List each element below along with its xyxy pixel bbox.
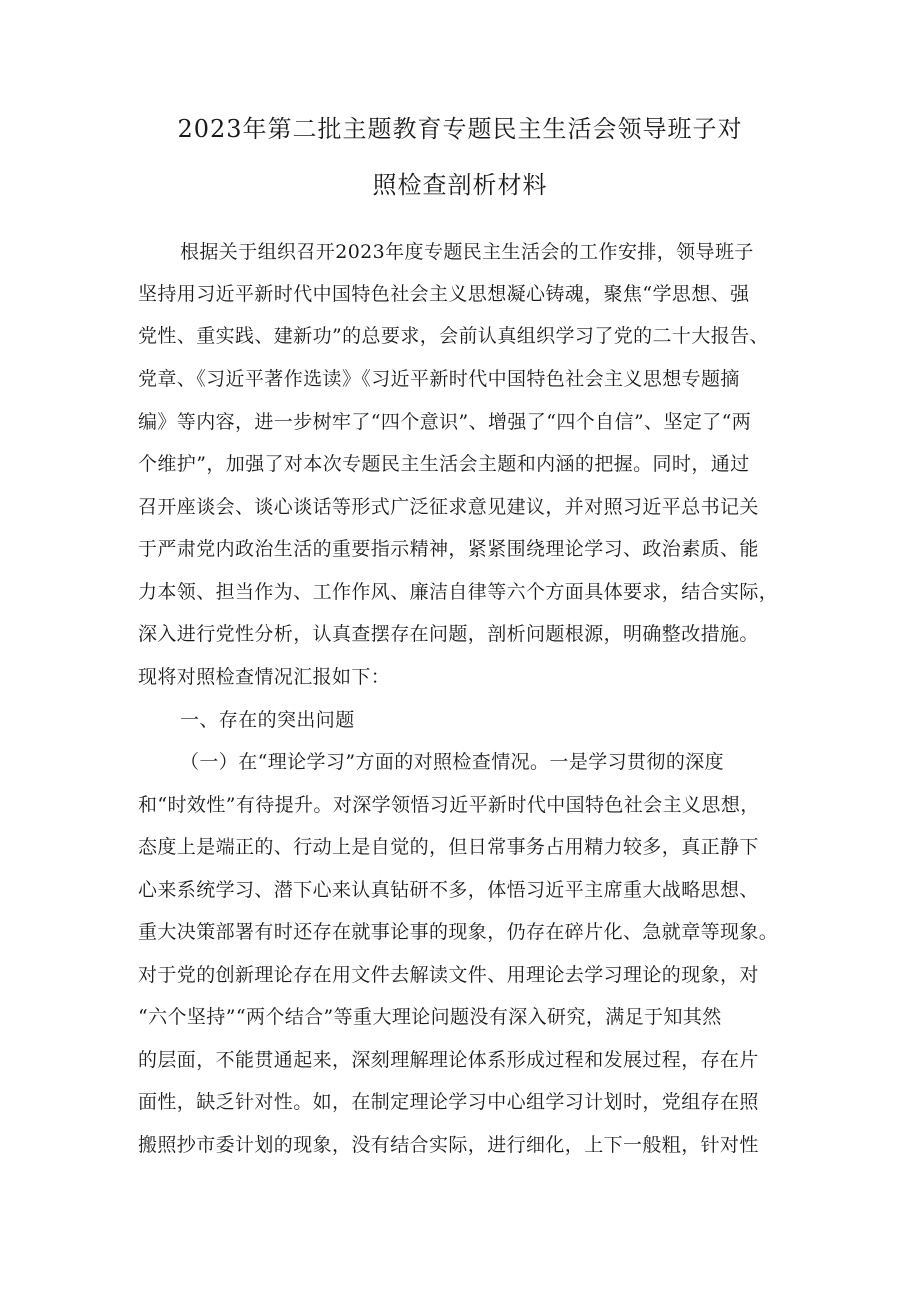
body-line: 党性、重实践、建新功”的总要求，会前认真组织学习了党的二十大报告、 bbox=[138, 325, 769, 347]
body-line: 对于党的创新理论存在用文件去解读文件、用理论去学习理论的现象，对 bbox=[138, 964, 759, 986]
body-line: 根据关于组织召开2023年度专题民主生活会的工作安排，领导班子 bbox=[180, 241, 754, 263]
body-line: 召开座谈会、谈心谈话等形式广泛征求意见建议，并对照习近平总书记关 bbox=[138, 496, 759, 518]
document-title-line-1: 2023年第二批主题教育专题民主生活会领导班子对 bbox=[177, 115, 743, 143]
body-line: 和“时效性”有待提升。对深学领悟习近平新时代中国特色社会主义思想， bbox=[138, 794, 760, 816]
body-line: 现将对照检查情况汇报如下： bbox=[138, 666, 391, 688]
document-title-line-2: 照检查剖析材料 bbox=[372, 171, 548, 199]
body-line: 个维护”，加强了对本次专题民主生活会主题和内涵的把握。同时，通过 bbox=[138, 453, 750, 475]
body-line: 坚持用习近平新时代中国特色社会主义思想凝心铸魂，聚焦“学思想、强 bbox=[138, 283, 750, 305]
body-line: 于严肃党内政治生活的重要指示精神，紧紧围绕理论学习、政治素质、能 bbox=[138, 538, 759, 560]
body-line: 面性，缺乏针对性。如，在制定理论学习中心组学习计划时，党组存在照 bbox=[138, 1091, 759, 1113]
body-line: 心来系统学习、潜下心来认真钻研不多，体悟习近平主席重大战略思想、 bbox=[138, 879, 759, 901]
body-line: 搬照抄市委计划的现象，没有结合实际，进行细化，上下一般粗，针对性 bbox=[138, 1134, 759, 1156]
body-line: 重大决策部署有时还存在就事论事的现象，仍存在碎片化、急就章等现象。 bbox=[138, 921, 779, 943]
body-line: 党章、《习近平著作选读》《习近平新时代中国特色社会主义思想专题摘 bbox=[138, 368, 740, 390]
body-line: 态度上是端正的、行动上是自觉的，但日常事务占用精力较多，真正静下 bbox=[138, 836, 759, 858]
body-line: 编》等内容，进一步树牢了“四个意识”、增强了“四个自信”、坚定了“两 bbox=[138, 411, 752, 433]
body-line: （一）在“理论学习”方面的对照检查情况。一是学习贯彻的深度 bbox=[180, 751, 725, 773]
section-heading: 一、存在的突出问题 bbox=[180, 709, 355, 731]
body-line: 力本领、担当作为、工作作风、廉洁自律等六个方面具体要求，结合实际， bbox=[138, 581, 779, 603]
body-line: 的层面，不能贯通起来，深刻理解理论体系形成过程和发展过程，存在片 bbox=[138, 1049, 759, 1071]
body-line: “六个坚持”“两个结合”等重大理论问题没有深入研究，满足于知其然 bbox=[138, 1006, 722, 1028]
body-line: 深入进行党性分析，认真查摆存在问题，剖析问题根源，明确整改措施。 bbox=[138, 623, 759, 645]
